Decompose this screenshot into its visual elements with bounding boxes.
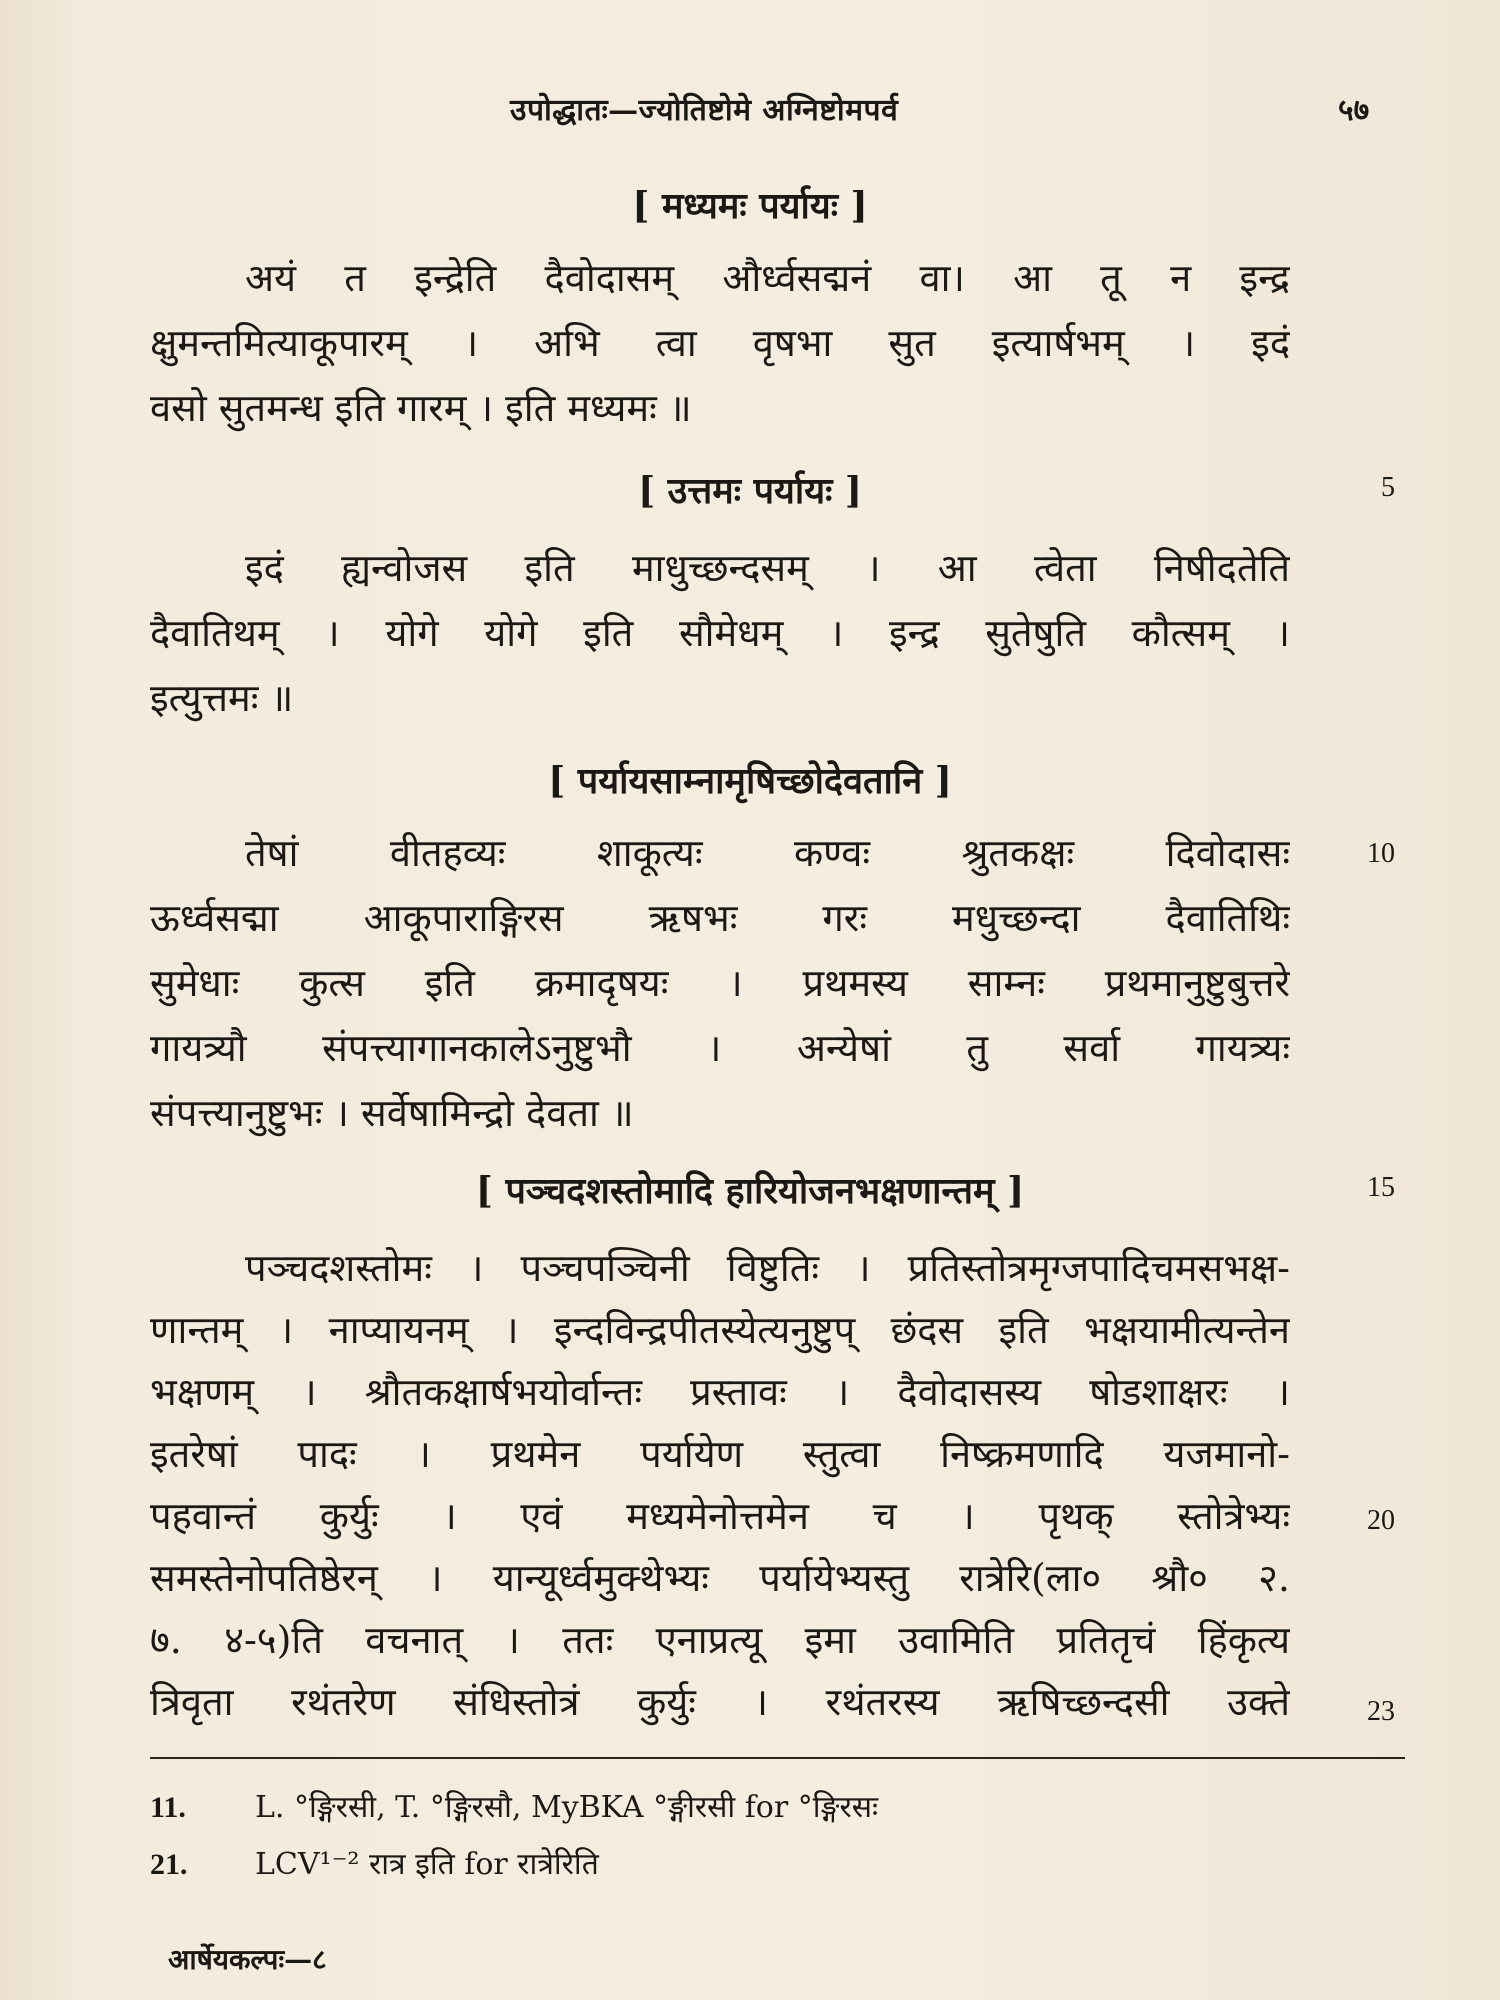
text-line: पहवान्तं कुर्युः । एवं मध्यमेनोत्तमेन च । पृथक् स्तोत्रेभ्यः	[150, 1494, 1290, 1538]
line-number: 10	[1367, 838, 1395, 869]
section-heading-uttama: [ उत्तमः पर्यायः ]	[638, 470, 862, 512]
section-heading-madhyama: [ मध्यमः पर्यायः ]	[632, 185, 868, 227]
section-heading-rishi-chandas-devata: [ पर्यायसाम्नामृषिच्छोदेवतानि ]	[548, 760, 952, 802]
text-line: क्षुमन्तमित्याकूपारम् । अभि त्वा वृषभा सुत इत्यार्षभम् । इदं	[150, 321, 1290, 365]
text-line: इदं ह्यन्वोजस इति माधुच्छन्दसम् । आ त्वेता निषीदतेति	[245, 546, 1290, 590]
text-line: अयं त इन्द्रेति दैवोदासम् और्ध्वसद्मनं वा। आ तू न इन्द्र	[245, 256, 1290, 300]
text-line: गायत्र्यौ संपत्त्यागानकालेऽनुष्टुभौ । अन्येषां तु सर्वा गायत्र्यः	[150, 1026, 1290, 1070]
footnote-text: LCV¹⁻² रात्र इति for रात्रेरिति	[255, 1847, 599, 1882]
text-line: इत्युत्तमः ॥	[150, 676, 294, 720]
line-number: 23	[1367, 1696, 1395, 1727]
footnote	[150, 1842, 599, 1883]
text-line: भक्षणम् । श्रौतकक्षार्षभयोर्वान्तः प्रस्तावः । दैवोदासस्य षोडशाक्षरः ।	[150, 1370, 1290, 1414]
line-number: 15	[1367, 1172, 1395, 1203]
footnote-number: 21.	[150, 1848, 188, 1881]
text-line: णान्तम् । नाप्यायनम् । इन्दविन्द्रपीतस्येत्यनुष्टुप् छंदस इति भक्षयामीत्यन्तेन	[150, 1308, 1290, 1352]
section-heading-panchadasha: [ पञ्चदशस्तोमादि हारियोजनभक्षणान्तम् ]	[475, 1170, 1025, 1212]
line-number: 20	[1367, 1505, 1395, 1536]
footnote-number: 11.	[150, 1791, 186, 1824]
text-line: वसो सुतमन्ध इति गारम् । इति मध्यमः ॥	[150, 386, 692, 430]
text-line: ७. ४-५)ति वचनात् । ततः एनाप्रत्यू इमा उवामिति प्रतितृचं हिंकृत्य	[150, 1618, 1290, 1662]
page-number: ५७	[1338, 93, 1370, 128]
text-line: सुमेधाः कुत्स इति क्रमादृषयः । प्रथमस्य साम्नः प्रथमानुष्टुबुत्तरे	[150, 961, 1290, 1005]
text-line: पञ्चदशस्तोमः । पञ्चपञ्चिनी विष्टुतिः । प्रतिस्तोत्रमृग्जपादिचमसभक्ष-	[245, 1246, 1290, 1290]
text-line: संपत्त्यानुष्टुभः । सर्वेषामिन्द्रो देवता ॥	[150, 1091, 634, 1135]
text-line: इतरेषां पादः । प्रथमेन पर्यायेण स्तुत्वा निष्क्रमणादि यजमानो-	[150, 1432, 1290, 1476]
line-number: 5	[1381, 472, 1395, 503]
footnote	[150, 1785, 878, 1826]
running-header	[0, 88, 1500, 128]
text-line: तेषां वीतहव्यः शाकूत्यः कण्वः श्रुतकक्षः दिवोदासः	[245, 831, 1290, 875]
text-line: त्रिवृता रथंतरेण संधिस्तोत्रं कुर्युः । रथंतरस्य ऋषिच्छन्दसी उक्ते	[150, 1680, 1290, 1724]
footnote-divider	[150, 1757, 1405, 1759]
footnote-text: L. °ङ्गिरसी, T. °ङ्गिरसौ, MyBKA °ङ्गीरसी for °ङ्गिरसः	[255, 1790, 879, 1825]
text-line: समस्तेनोपतिष्ठेरन् । यान्यूर्ध्वमुक्थेभ्यः पर्यायेभ्यस्तु रात्रेरि(ला० श्रौ० २.	[150, 1556, 1290, 1600]
signature-mark: आर्षेयकल्पः—८	[168, 1943, 327, 1976]
header-title: उपोद्धातः—ज्योतिष्टोमे अग्निष्टोमपर्व	[510, 93, 899, 128]
text-line: दैवातिथम् । योगे योगे इति सौमेधम् । इन्द्र सुतेषुति कौत्सम् ।	[150, 611, 1290, 655]
text-line: ऊर्ध्वसद्मा आकूपाराङ्गिरस ऋषभः गरः मधुच्छन्दा दैवातिथिः	[150, 896, 1290, 940]
